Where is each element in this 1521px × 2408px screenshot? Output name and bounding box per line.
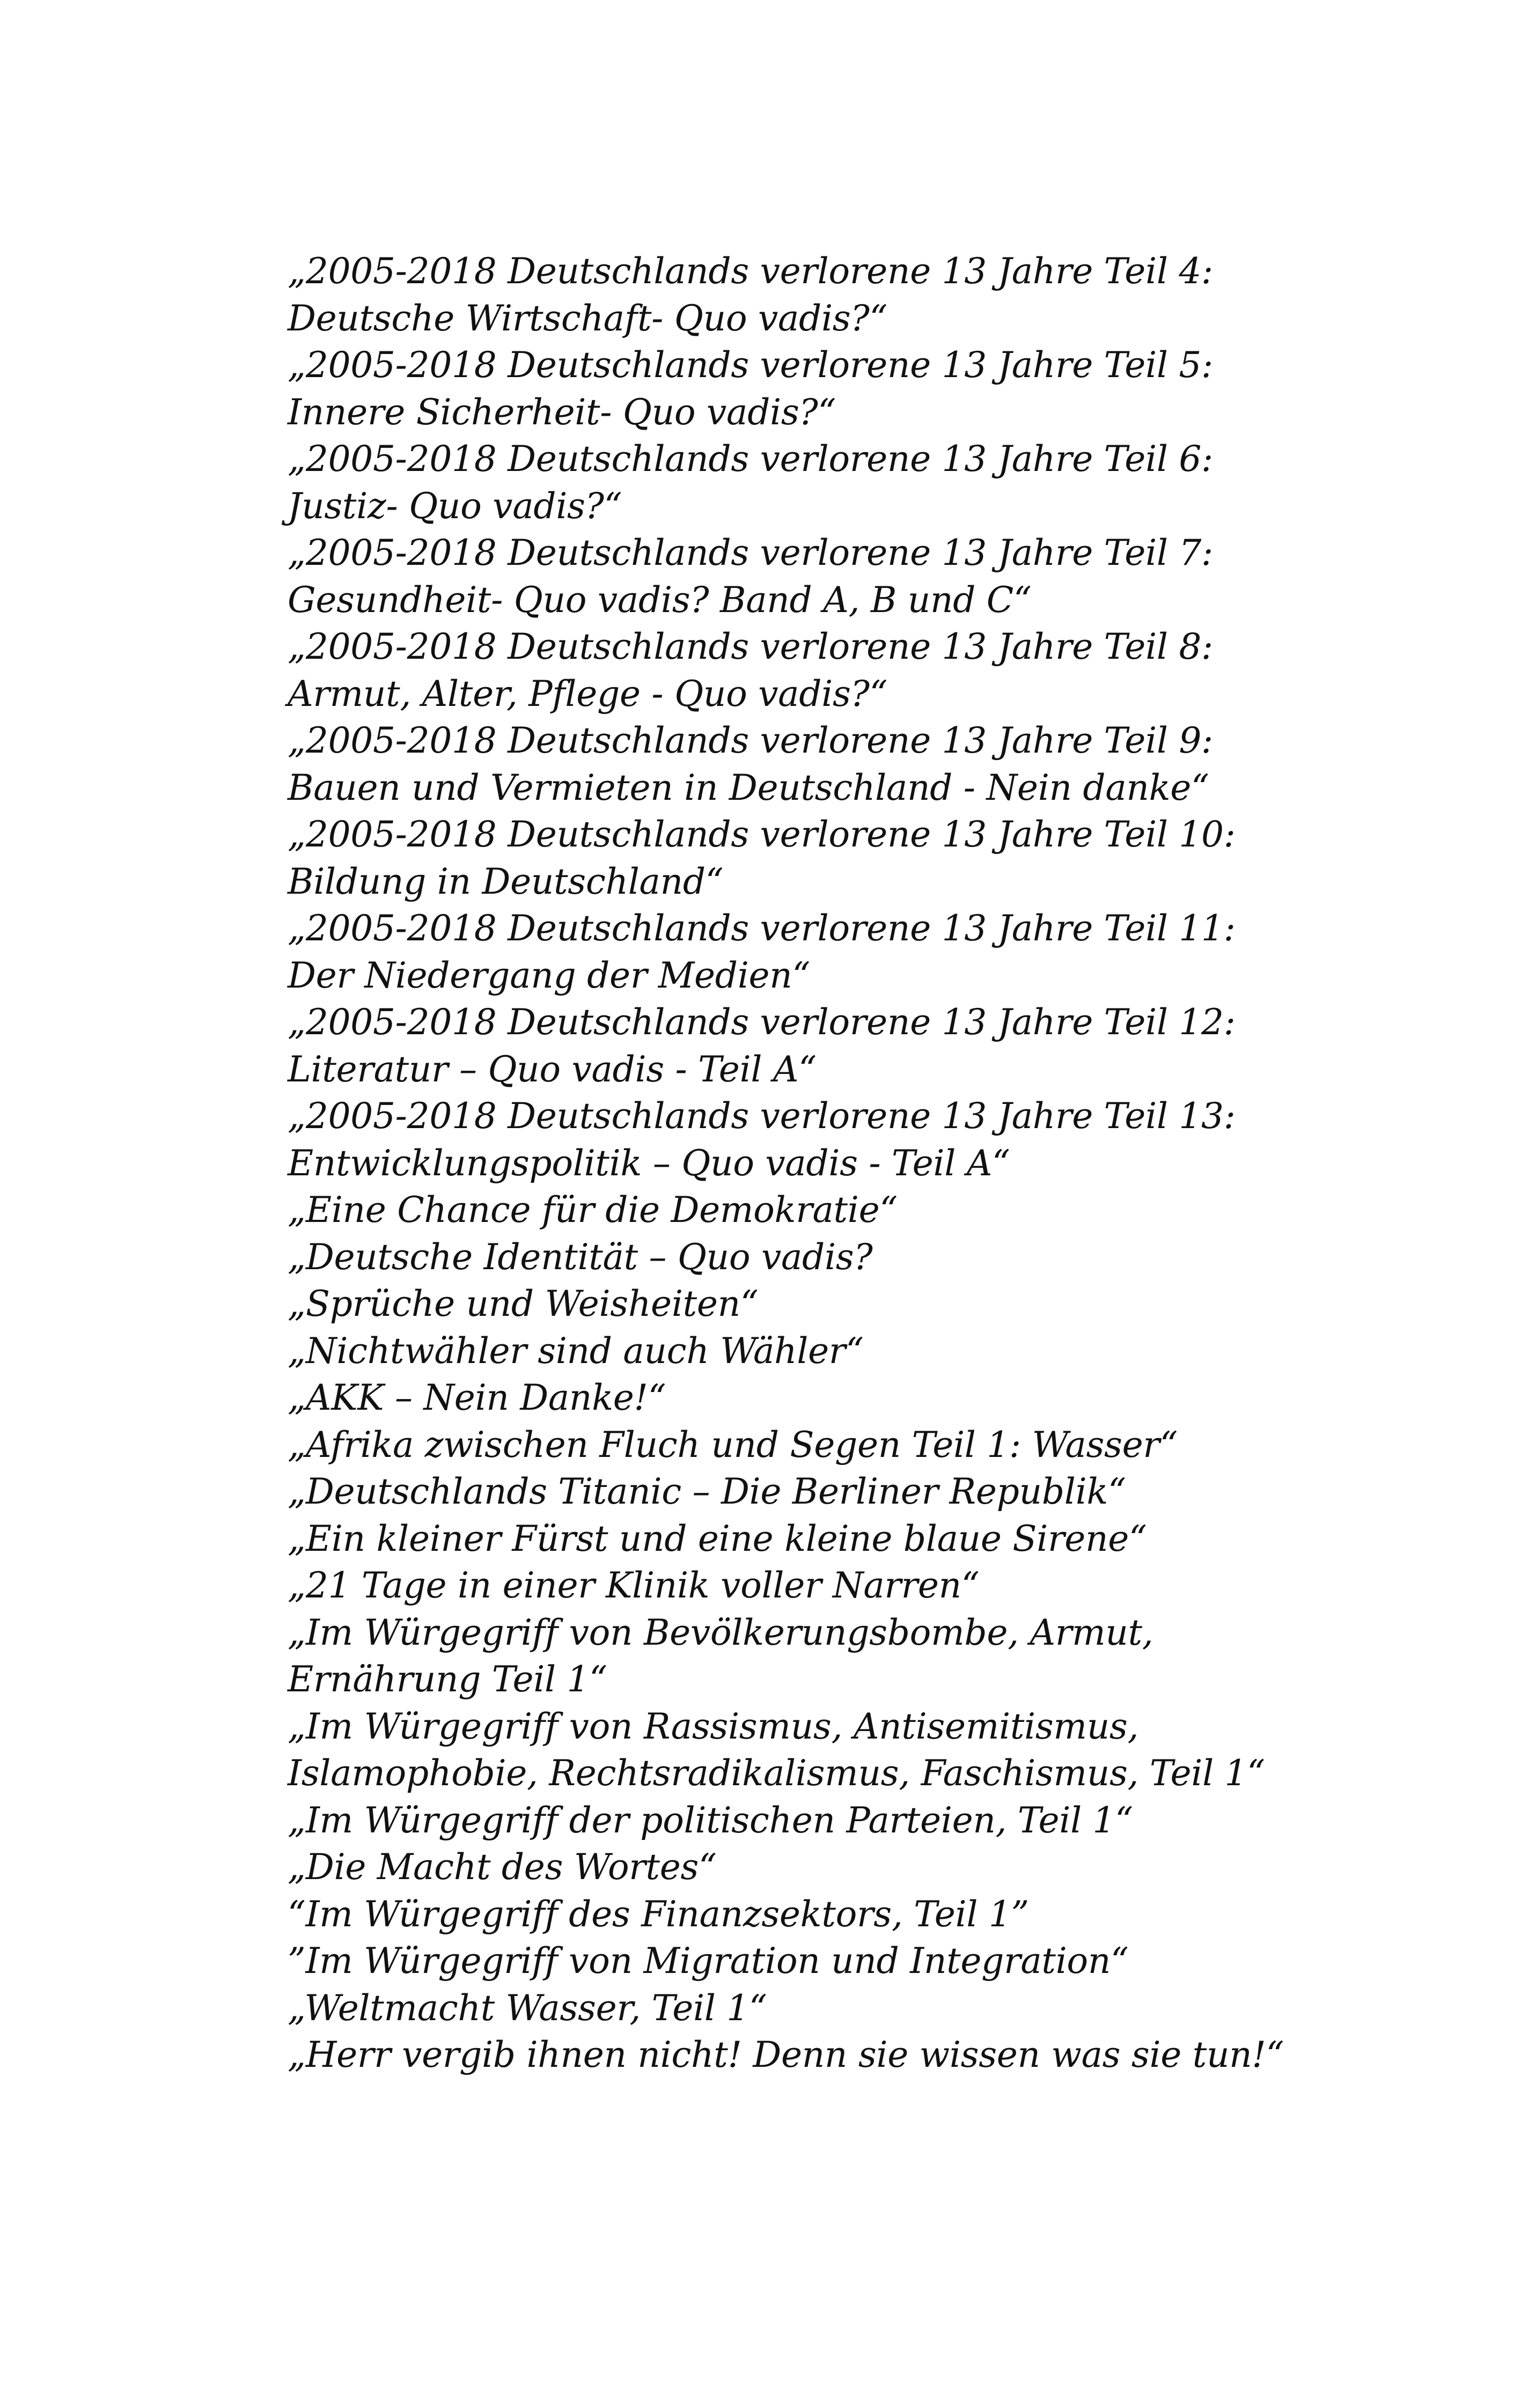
title-line: ”Im Würgegriff von Migration und Integration“	[288, 1940, 1129, 1982]
title-line: „Weltmacht Wasser, Teil 1“	[288, 1987, 767, 2029]
title-line: „2005-2018 Deutschlands verlorene 13 Jahre Teil 4:	[288, 251, 1213, 292]
title-line: „2005-2018 Deutschlands verlorene 13 Jahre Teil 6:	[288, 438, 1213, 480]
title-line: „2005-2018 Deutschlands verlorene 13 Jahre Teil 7:	[288, 532, 1213, 573]
title-line: „Sprüche und Weisheiten“	[288, 1283, 759, 1324]
title-line: „Herr vergib ihnen nicht! Denn sie wissen was sie tun!“	[288, 2034, 1284, 2075]
title-line: Entwicklungspolitik – Quo vadis - Teil A“	[288, 1142, 1010, 1184]
title-line: „2005-2018 Deutschlands verlorene 13 Jahre Teil 11:	[288, 908, 1236, 949]
title-line: Bauen und Vermieten in Deutschland - Nein danke“	[288, 767, 1209, 808]
title-line: „Im Würgegriff von Bevölkerungsbombe, Armut,	[288, 1611, 1153, 1653]
book-title-list	[288, 248, 1361, 2079]
title-line: Der Niedergang der Medien“	[288, 954, 810, 996]
title-line: „Die Macht des Wortes“	[288, 1846, 717, 1888]
title-line: Literatur – Quo vadis - Teil A“	[288, 1048, 817, 1090]
title-line: „Deutschlands Titanic – Die Berliner Republik“	[288, 1471, 1126, 1512]
title-line: „Ein kleiner Fürst und eine kleine blaue Sirene“	[288, 1518, 1147, 1559]
title-line: „21 Tage in einer Klinik voller Narren“	[288, 1565, 980, 1606]
title-line: „Afrika zwischen Fluch und Segen Teil 1: Wasser“	[288, 1424, 1178, 1466]
title-line: „2005-2018 Deutschlands verlorene 13 Jahre Teil 8:	[288, 626, 1213, 667]
title-line: Armut, Alter, Pflege - Quo vadis?“	[288, 673, 888, 715]
title-line: „Deutsche Identität – Quo vadis?	[288, 1236, 873, 1278]
title-line: Bildung in Deutschland“	[288, 860, 724, 902]
title-line: “Im Würgegriff des Finanzsektors, Teil 1”	[288, 1893, 1029, 1935]
title-line: „2005-2018 Deutschlands verlorene 13 Jahre Teil 10:	[288, 814, 1236, 855]
title-line: „Eine Chance für die Demokratie“	[288, 1189, 898, 1231]
title-line: „Nichtwähler sind auch Wähler“	[288, 1330, 864, 1372]
title-line: „Im Würgegriff von Rassismus, Antisemitismus,	[288, 1705, 1139, 1747]
title-line: „2005-2018 Deutschlands verlorene 13 Jahre Teil 12:	[288, 1002, 1236, 1043]
title-line: Gesundheit- Quo vadis? Band A, B und C“	[288, 579, 1032, 621]
title-line: „2005-2018 Deutschlands verlorene 13 Jahre Teil 9:	[288, 720, 1213, 761]
title-line: Justiz- Quo vadis?“	[288, 485, 622, 527]
title-line: „Im Würgegriff der politischen Parteien, Teil 1“	[288, 1799, 1133, 1841]
title-line: Islamophobie, Rechtsradikalismus, Faschismus, Teil 1“	[288, 1752, 1265, 1794]
title-line: Deutsche Wirtschaft- Quo vadis?“	[288, 297, 887, 339]
title-line: „AKK – Nein Danke!“	[288, 1377, 666, 1418]
title-line: „2005-2018 Deutschlands verlorene 13 Jahre Teil 13:	[288, 1095, 1236, 1137]
title-line: Innere Sicherheit- Quo vadis?“	[288, 391, 836, 433]
title-line: Ernährung Teil 1“	[288, 1659, 607, 1700]
title-line: „2005-2018 Deutschlands verlorene 13 Jahre Teil 5:	[288, 344, 1213, 386]
